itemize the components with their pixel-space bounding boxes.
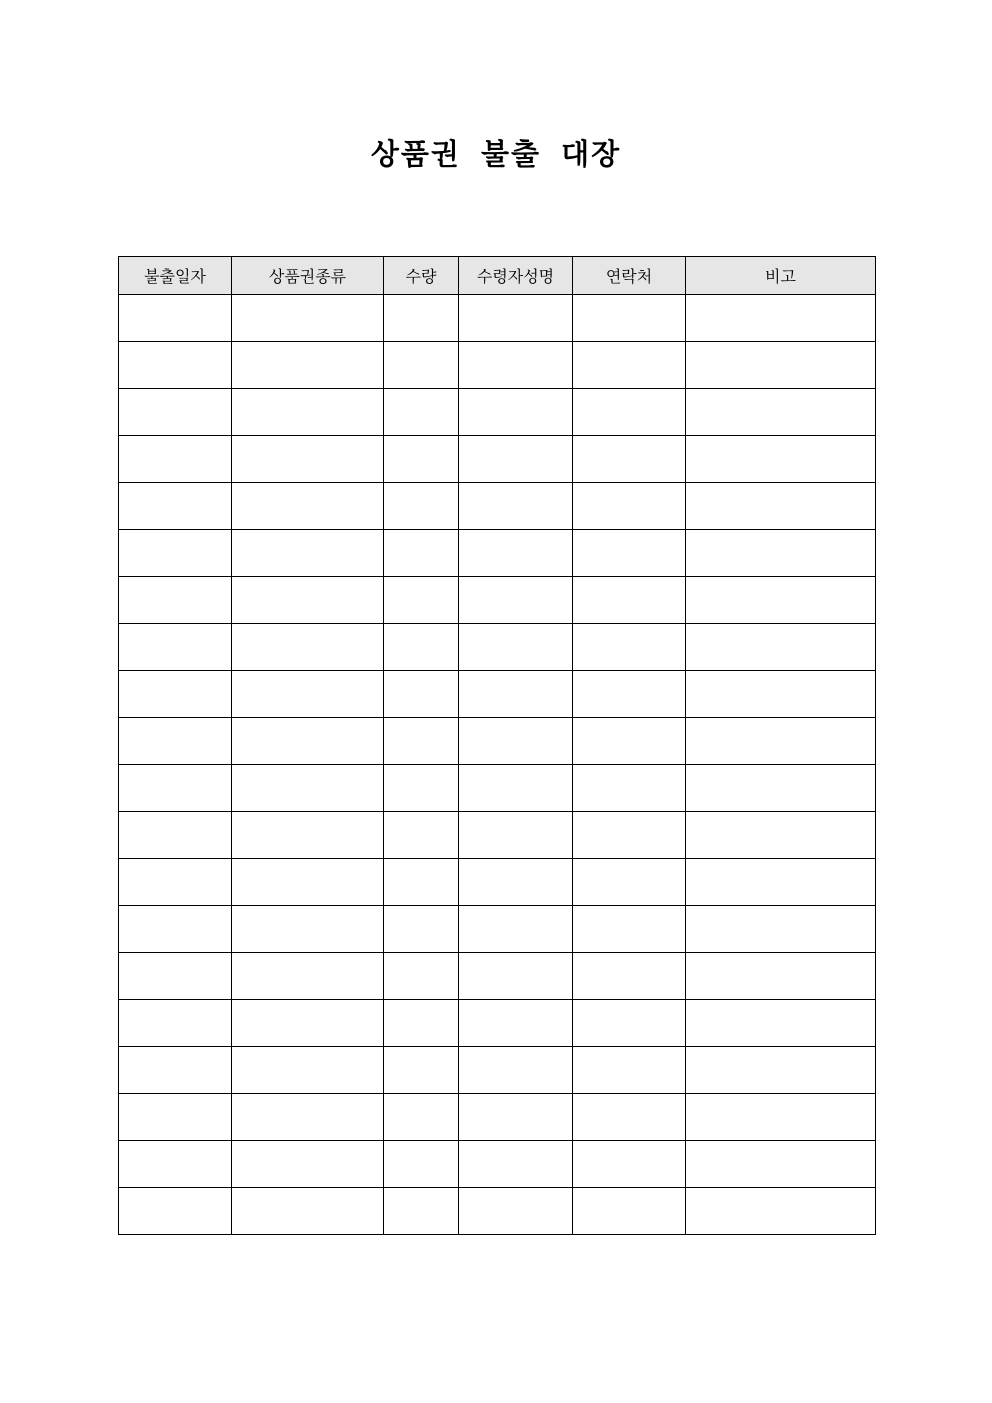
cell-contact[interactable] [573,859,686,906]
cell-voucher-type[interactable] [232,624,384,671]
header-contact: 연락처 [573,257,686,295]
cell-quantity[interactable] [384,1188,459,1235]
table-row [119,718,876,765]
table-row [119,812,876,859]
cell-quantity[interactable] [384,671,459,718]
document-title: 상품권 불출 대장 [370,137,622,171]
cell-quantity[interactable] [384,765,459,812]
table-row [119,342,876,389]
cell-remarks[interactable] [686,295,876,342]
cell-quantity[interactable] [384,859,459,906]
header-remarks: 비고 [686,257,876,295]
cell-contact[interactable] [573,295,686,342]
cell-quantity[interactable] [384,1094,459,1141]
cell-issue-date[interactable] [119,1188,232,1235]
cell-issue-date[interactable] [119,859,232,906]
table-row [119,671,876,718]
table-row [119,436,876,483]
cell-contact[interactable] [573,718,686,765]
cell-quantity[interactable] [384,295,459,342]
cell-remarks[interactable] [686,1047,876,1094]
cell-issue-date[interactable] [119,953,232,1000]
table-row [119,1141,876,1188]
cell-quantity[interactable] [384,1141,459,1188]
table-row [119,953,876,1000]
table-row [119,389,876,436]
cell-issue-date[interactable] [119,671,232,718]
header-voucher-type: 상품권종류 [232,257,384,295]
cell-remarks[interactable] [686,906,876,953]
cell-remarks[interactable] [686,577,876,624]
cell-voucher-type[interactable] [232,1000,384,1047]
cell-voucher-type[interactable] [232,1047,384,1094]
table-row [119,859,876,906]
cell-remarks[interactable] [686,624,876,671]
table-row [119,295,876,342]
cell-voucher-type[interactable] [232,530,384,577]
cell-recipient-name[interactable] [459,671,573,718]
cell-issue-date[interactable] [119,530,232,577]
cell-issue-date[interactable] [119,906,232,953]
cell-issue-date[interactable] [119,765,232,812]
cell-voucher-type[interactable] [232,295,384,342]
cell-voucher-type[interactable] [232,718,384,765]
cell-recipient-name[interactable] [459,624,573,671]
cell-contact[interactable] [573,530,686,577]
cell-recipient-name[interactable] [459,1141,573,1188]
cell-contact[interactable] [573,389,686,436]
cell-issue-date[interactable] [119,1047,232,1094]
cell-quantity[interactable] [384,624,459,671]
cell-issue-date[interactable] [119,389,232,436]
cell-contact[interactable] [573,577,686,624]
cell-issue-date[interactable] [119,1094,232,1141]
cell-issue-date[interactable] [119,718,232,765]
cell-issue-date[interactable] [119,1141,232,1188]
cell-quantity[interactable] [384,483,459,530]
cell-recipient-name[interactable] [459,295,573,342]
cell-recipient-name[interactable] [459,718,573,765]
cell-quantity[interactable] [384,1047,459,1094]
cell-contact[interactable] [573,342,686,389]
cell-quantity[interactable] [384,1000,459,1047]
header-recipient-name: 수령자성명 [459,257,573,295]
cell-remarks[interactable] [686,1000,876,1047]
cell-issue-date[interactable] [119,1000,232,1047]
cell-remarks[interactable] [686,436,876,483]
cell-recipient-name[interactable] [459,436,573,483]
cell-voucher-type[interactable] [232,342,384,389]
cell-contact[interactable] [573,953,686,1000]
cell-recipient-name[interactable] [459,342,573,389]
cell-contact[interactable] [573,765,686,812]
cell-contact[interactable] [573,624,686,671]
cell-contact[interactable] [573,436,686,483]
cell-issue-date[interactable] [119,295,232,342]
cell-voucher-type[interactable] [232,1188,384,1235]
voucher-issue-ledger-table [118,256,876,1235]
cell-quantity[interactable] [384,718,459,765]
cell-contact[interactable] [573,671,686,718]
header-issue-date: 불출일자 [119,257,232,295]
cell-contact[interactable] [573,1047,686,1094]
cell-remarks[interactable] [686,765,876,812]
cell-voucher-type[interactable] [232,812,384,859]
cell-issue-date[interactable] [119,436,232,483]
table-row [119,530,876,577]
cell-recipient-name[interactable] [459,483,573,530]
cell-issue-date[interactable] [119,483,232,530]
cell-quantity[interactable] [384,436,459,483]
cell-remarks[interactable] [686,859,876,906]
cell-voucher-type[interactable] [232,765,384,812]
cell-recipient-name[interactable] [459,812,573,859]
cell-voucher-type[interactable] [232,577,384,624]
cell-voucher-type[interactable] [232,671,384,718]
table-row [119,577,876,624]
cell-voucher-type[interactable] [232,1094,384,1141]
cell-recipient-name[interactable] [459,906,573,953]
cell-quantity[interactable] [384,342,459,389]
cell-issue-date[interactable] [119,812,232,859]
table-body [119,295,876,1235]
cell-voucher-type[interactable] [232,906,384,953]
cell-contact[interactable] [573,1000,686,1047]
cell-remarks[interactable] [686,671,876,718]
cell-recipient-name[interactable] [459,577,573,624]
cell-remarks[interactable] [686,718,876,765]
table-row [119,624,876,671]
cell-quantity[interactable] [384,906,459,953]
cell-recipient-name[interactable] [459,953,573,1000]
cell-remarks[interactable] [686,812,876,859]
cell-voucher-type[interactable] [232,1141,384,1188]
cell-contact[interactable] [573,1094,686,1141]
table-header-row [119,257,876,295]
cell-quantity[interactable] [384,530,459,577]
header-quantity: 수량 [384,257,459,295]
cell-recipient-name[interactable] [459,530,573,577]
cell-quantity[interactable] [384,953,459,1000]
cell-recipient-name[interactable] [459,859,573,906]
table-row [119,1047,876,1094]
cell-voucher-type[interactable] [232,483,384,530]
cell-quantity[interactable] [384,812,459,859]
cell-remarks[interactable] [686,530,876,577]
cell-contact[interactable] [573,812,686,859]
table-row [119,765,876,812]
cell-recipient-name[interactable] [459,389,573,436]
cell-remarks[interactable] [686,1094,876,1141]
table-row [119,1094,876,1141]
cell-issue-date[interactable] [119,342,232,389]
cell-recipient-name[interactable] [459,1188,573,1235]
cell-remarks[interactable] [686,483,876,530]
cell-remarks[interactable] [686,1188,876,1235]
cell-quantity[interactable] [384,389,459,436]
table-row [119,1188,876,1235]
cell-remarks[interactable] [686,1141,876,1188]
cell-contact[interactable] [573,1188,686,1235]
table-row [119,906,876,953]
cell-quantity[interactable] [384,577,459,624]
cell-voucher-type[interactable] [232,389,384,436]
cell-voucher-type[interactable] [232,859,384,906]
cell-recipient-name[interactable] [459,1000,573,1047]
cell-contact[interactable] [573,1141,686,1188]
table-row [119,1000,876,1047]
cell-issue-date[interactable] [119,577,232,624]
table-row [119,483,876,530]
cell-issue-date[interactable] [119,624,232,671]
cell-remarks[interactable] [686,953,876,1000]
cell-remarks[interactable] [686,342,876,389]
cell-contact[interactable] [573,906,686,953]
cell-recipient-name[interactable] [459,765,573,812]
cell-contact[interactable] [573,483,686,530]
cell-recipient-name[interactable] [459,1094,573,1141]
cell-recipient-name[interactable] [459,1047,573,1094]
cell-remarks[interactable] [686,389,876,436]
cell-voucher-type[interactable] [232,436,384,483]
cell-voucher-type[interactable] [232,953,384,1000]
